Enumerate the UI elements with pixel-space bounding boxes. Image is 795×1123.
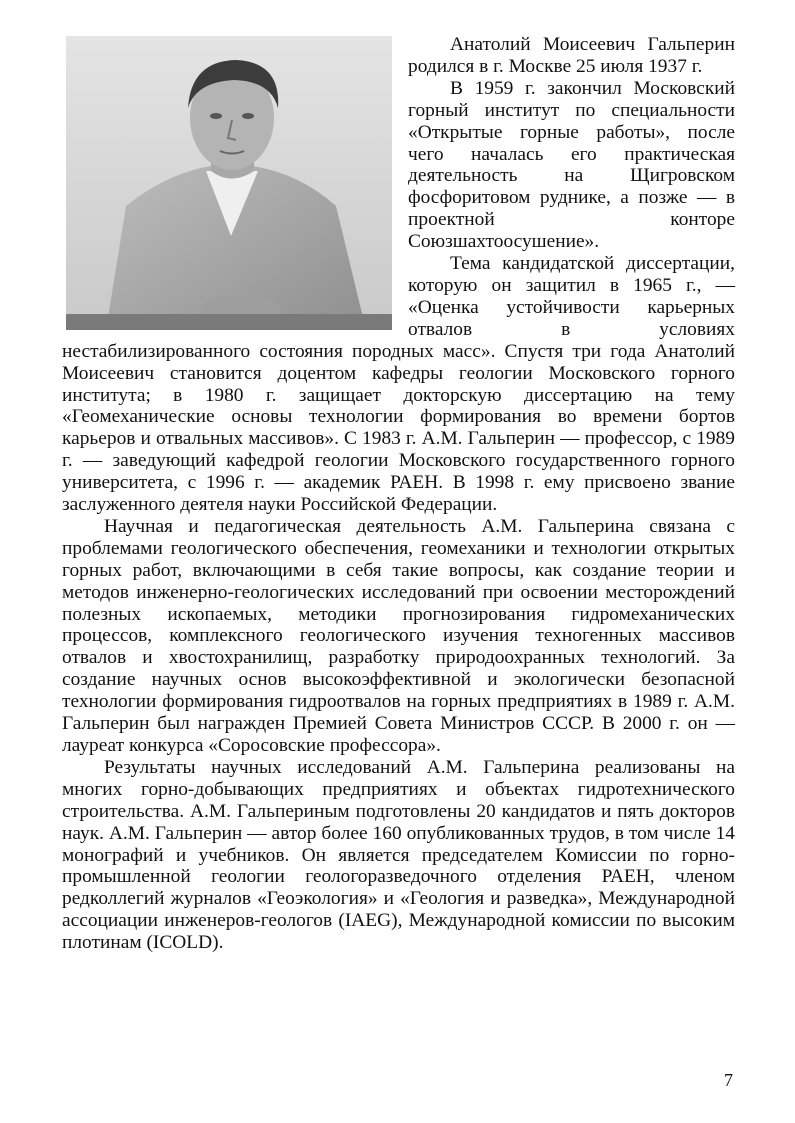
- page-number: 7: [724, 1070, 733, 1090]
- paragraph-birth: Анатолий Моисеевич Гальперин родился в г. Москве 25 июля 1937 г.: [408, 34, 735, 77]
- page-body: [62, 34, 735, 954]
- paragraph-career: Тема кандидатской диссертации, которую он защитил в 1965 г., — «Оценка устойчивости карьерных отвалов в условиях нестабилизированного состояния породных масс». Спустя три года Анатолий Моисеевич становится доцентом кафедры геологии Московского горного института; в 1980 г. защищает докторскую диссертацию на тему «Геомеханические основы технологии формирования во времени бортов карьеров и отвальных массивов». С 1983 г. А.М. Гальперин — профессор, с 1989 г. — заведующий кафедрой геологии Московского государственного горного университета, с 1996 г. — академик РАЕН. В 1998 г. ему присвоено звание заслуженного деятеля науки Российской Федерации.: [62, 253, 735, 516]
- paragraph-results: Результаты научных исследований А.М. Гальперина реализованы на многих горно-добывающих предприятиях и объектах гидротехнического строительства. А.М. Гальпериным подготовлены 20 кандидатов и пять докторов наук. А.М. Гальперин — автор более 160 опубликованных трудов, в том числе 14 монографий и учебников. Он является председателем Комиссии по горно-промышленной геологии геологоразведочного отделения РАЕН, членом редколлегий журналов «Геоэкология» и «Геология и разведка», Международной ассоциации инженеров-геологов (IAEG), Международной комиссии по высоким плотинам (ICOLD).: [62, 756, 735, 954]
- paragraph-research: Научная и педагогическая деятельность А.М. Гальперина связана с проблемами геологического обеспечения, геомеханики и технологии открытых горных работ, включающими в себя такие вопросы, как создание теории и методов инженерно-геологических исследований при освоении месторождений полезных ископаемых, методики прогнозирования гидромеханических процессов, комплексного геологического изучения техногенных массивов отвалов и хвостохранилищ, разработку природоохранных технологий. За создание научных основ высокоэффективной и экологически безопасной технологии формирования гидроотвалов на горных предприятиях в 1989 г. А.М. Гальперин был награжден Премией Совета Министров СССР. В 2000 г. он — лауреат конкурса «Соросовские профессора».: [62, 515, 735, 756]
- paragraph-education: В 1959 г. закончил Московский горный институт по специальности «Открытые горные работы», после чего началась его практическая деятельность на Щигровском фосфоритовом руднике, а позже — в проектной конторе Союзшахтоосушение».: [408, 77, 735, 253]
- portrait-photo: [66, 36, 392, 330]
- portrait-image: [66, 36, 392, 330]
